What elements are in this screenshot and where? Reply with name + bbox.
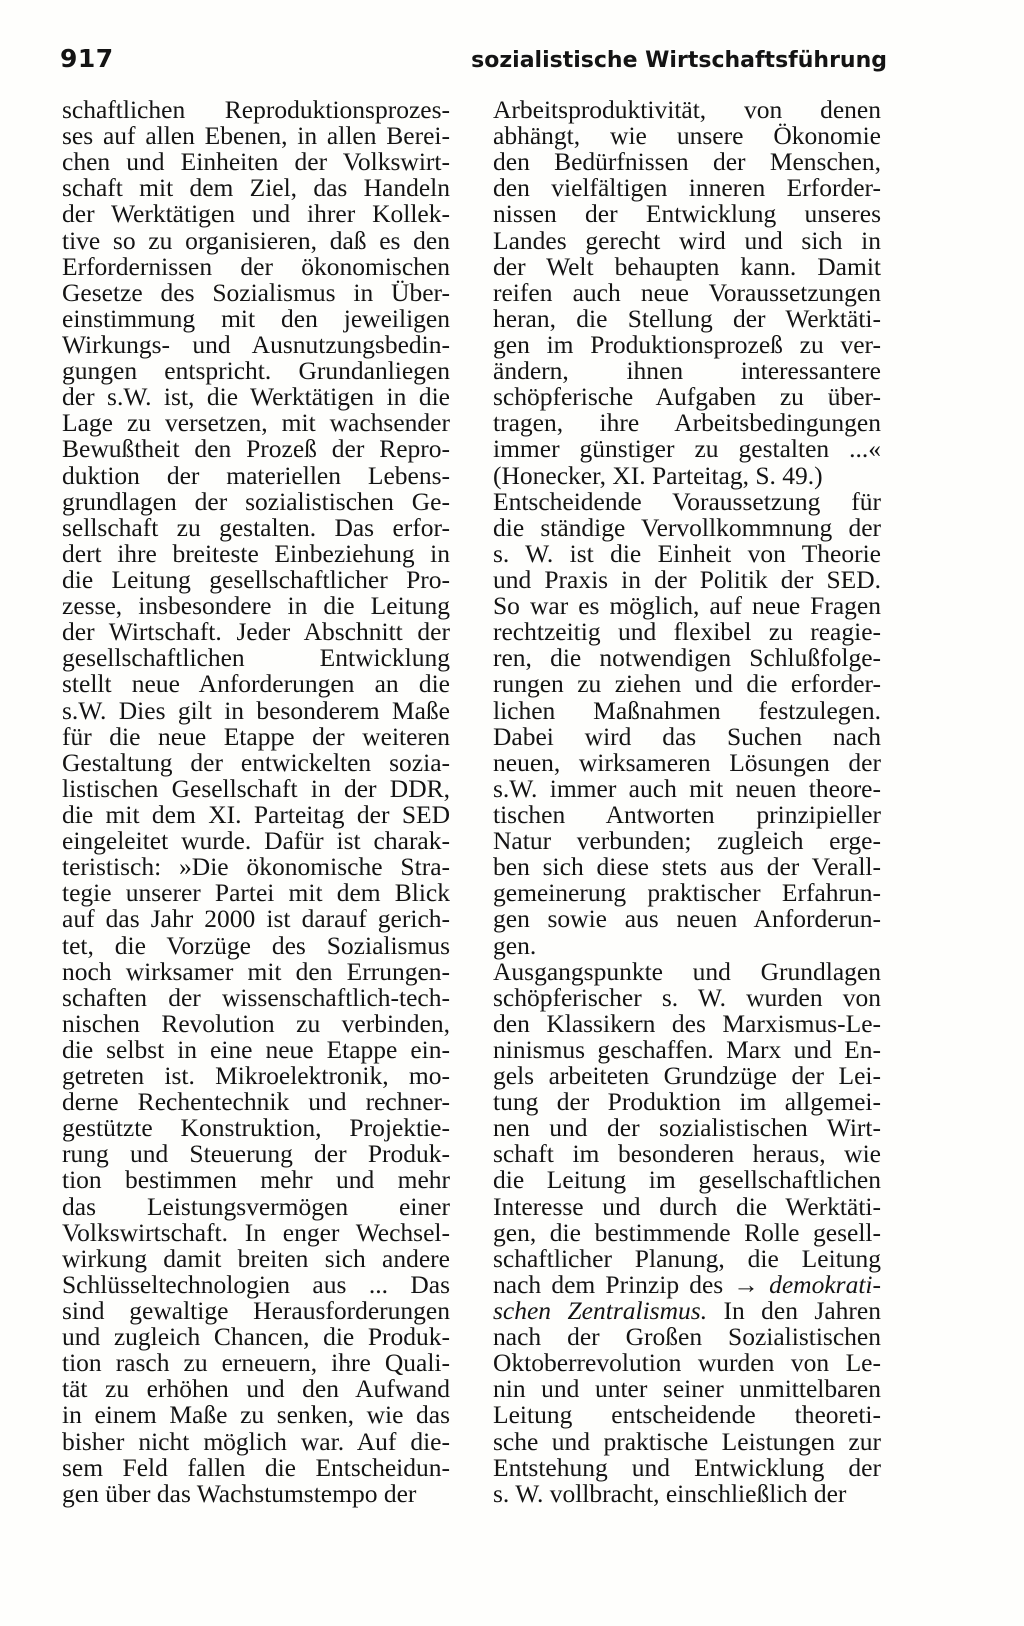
text-line: Schlüsseltechnologien aus ... Das (62, 1269, 450, 1299)
text-line: den Klassikern des Marxismus-Le- (493, 1008, 881, 1038)
text-line: schaft mit dem Ziel, das Handeln (62, 173, 450, 203)
text-line: die ständige Vervollkommnung der (493, 512, 881, 542)
text-line: Oktoberrevolution wurden von Le- (493, 1348, 881, 1378)
text-line: (Honecker, XI. Parteitag, S. 49.) (493, 460, 823, 490)
text-line: Interesse und durch die Werktäti- (493, 1191, 881, 1221)
text-line: tischen Antworten prinzipieller (493, 799, 881, 829)
text-line: bisher nicht möglich war. Auf die- (62, 1426, 450, 1456)
text-line: ändern, ihnen interessantere (493, 356, 881, 386)
text-line: gen, die bestimmende Rolle gesell- (493, 1217, 881, 1247)
text-line: das Leistungsvermögen einer (62, 1191, 450, 1221)
text-line: schen Zentralismus. In den Jahren (493, 1296, 881, 1326)
text-line: tet, die Vorzüge des Sozialismus (62, 930, 450, 960)
text-line: ben sich diese stets aus der Verall- (493, 852, 881, 882)
text-line: Leitung entscheidende theoreti- (493, 1400, 881, 1430)
text-line: tät zu erhöhen und den Aufwand (62, 1374, 450, 1404)
text-line: stellt neue Anforderungen an die (62, 669, 450, 699)
text-line: getreten ist. Mikroelektronik, mo- (62, 1061, 450, 1091)
text-line: tragen, ihre Arbeitsbedingungen (493, 408, 881, 438)
text-line: wirkung damit breiten sich andere (62, 1243, 450, 1273)
right-text-column (493, 97, 881, 1507)
text-line: ninismus geschaffen. Marx und En- (493, 1034, 881, 1064)
text-line: ren, die notwendigen Schlußfolge- (493, 643, 881, 673)
text-line: schaft im besonderen heraus, wie (493, 1139, 881, 1169)
text-line: schaftlichen Reproduktionsprozes- (62, 95, 450, 124)
text-line: und Praxis in der Politik der SED. (493, 564, 881, 594)
text-line: Gesetze des Sozialismus in Über- (62, 277, 450, 307)
text-line: reifen auch neue Voraussetzungen (493, 277, 881, 307)
text-line: die selbst in eine neue Etappe ein- (62, 1034, 450, 1064)
text-line: die mit dem XI. Parteitag der SED (62, 799, 450, 829)
text-line: rechtzeitig und flexibel zu reagie- (493, 617, 881, 647)
text-line: dert ihre breiteste Einbeziehung in (62, 538, 450, 568)
text-line: immer günstiger zu gestalten ...« (493, 434, 881, 464)
text-line: schaften der wissenschaftlich-tech- (62, 982, 450, 1012)
running-head: sozialistische Wirtschaftsführung (471, 48, 887, 73)
text-line: nissen der Entwicklung unseres (493, 199, 881, 229)
text-line: So war es möglich, auf neue Fragen (493, 591, 881, 621)
text-line: tung der Produktion im allgemei- (493, 1087, 881, 1117)
text-line: lichen Maßnahmen festzulegen. (493, 695, 881, 725)
text-line: der Werktätigen und ihrer Kollek- (62, 199, 450, 229)
text-line: sellschaft zu gestalten. Das erfor- (62, 512, 450, 542)
text-line: neuen, wirksameren Lösungen der (493, 747, 881, 777)
text-line: rung und Steuerung der Produk- (62, 1139, 450, 1169)
text-line: nach dem Prinzip des → demokrati- (493, 1269, 881, 1299)
text-line: s.W. Dies gilt in besonderem Maße (62, 695, 450, 725)
text-line: chen und Einheiten der Volkswirt- (62, 147, 450, 177)
text-line: nin und unter seiner unmittelbaren (493, 1374, 881, 1404)
text-line: nischen Revolution zu verbinden, (62, 1008, 450, 1038)
text-line: heran, die Stellung der Werktäti- (493, 303, 881, 333)
text-line: tion bestimmen mehr und mehr (62, 1165, 450, 1195)
text-line: noch wirksamer mit den Errungen- (62, 956, 450, 986)
text-line: zesse, insbesondere in die Leitung (62, 591, 450, 621)
text-line: schöpferische Aufgaben zu über- (493, 382, 881, 412)
text-line: schaftlicher Planung, die Leitung (493, 1243, 881, 1273)
left-text-column (62, 97, 450, 1507)
text-line: gemeinerung praktischer Erfahrun- (493, 878, 881, 908)
text-line: Gestaltung der entwickelten sozia- (62, 747, 450, 777)
text-line: den vielfältigen inneren Erforder- (493, 173, 881, 203)
text-line: und zugleich Chancen, die Produk- (62, 1322, 450, 1352)
text-line: Erfordernissen der ökonomischen (62, 251, 450, 281)
text-line: die Leitung gesellschaftlicher Pro- (62, 564, 450, 594)
text-line: die Leitung im gesellschaftlichen (493, 1165, 881, 1195)
text-line: sem Feld fallen die Entscheidun- (62, 1452, 450, 1482)
text-line: s. W. vollbracht, einschließlich der (493, 1478, 847, 1508)
text-line: nach der Großen Sozialistischen (493, 1322, 881, 1352)
text-line: Wirkungs- und Ausnutzungsbedin- (62, 329, 450, 359)
text-line: gen sowie aus neuen Anforderun- (493, 904, 881, 934)
text-line: der Welt behaupten kann. Damit (493, 251, 881, 281)
text-line: s. W. ist die Einheit von Theorie (493, 538, 881, 568)
text-line: tion rasch zu erneuern, ihre Quali- (62, 1348, 450, 1378)
text-line: s.W. immer auch mit neuen theore- (493, 773, 881, 803)
text-line: gungen entspricht. Grundanliegen (62, 356, 450, 386)
text-line: der Wirtschaft. Jeder Abschnitt der (62, 617, 450, 647)
text-line: abhängt, wie unsere Ökonomie (493, 121, 881, 151)
text-line: gels arbeiteten Grundzüge der Lei- (493, 1061, 881, 1091)
text-line: duktion der materiellen Lebens- (62, 460, 450, 490)
text-line: ses auf allen Ebenen, in allen Berei- (62, 121, 450, 151)
text-line: gen im Produktionsprozeß zu ver- (493, 329, 881, 359)
text-line: listischen Gesellschaft in der DDR, (62, 773, 450, 803)
text-line: gen. (493, 930, 537, 960)
text-line: Ausgangspunkte und Grundlagen (493, 956, 881, 986)
text-line: Lage zu versetzen, mit wachsender (62, 408, 450, 438)
text-line: Natur verbunden; zugleich erge- (493, 826, 881, 856)
text-line: gen über das Wachstumstempo der (62, 1478, 417, 1508)
text-line: derne Rechentechnik und rechner- (62, 1087, 450, 1117)
text-line: tegie unserer Partei mit dem Blick (62, 878, 450, 908)
text-line: grundlagen der sozialistischen Ge- (62, 486, 450, 516)
text-line: in einem Maße zu senken, wie das (62, 1400, 450, 1430)
text-line: den Bedürfnissen der Menschen, (493, 147, 881, 177)
text-line: teristisch: »Die ökonomische Stra- (62, 852, 450, 882)
page-number: 917 (60, 44, 114, 73)
text-line: nen und der sozialistischen Wirt- (493, 1113, 881, 1143)
text-line: Entscheidende Voraussetzung für (493, 486, 881, 516)
text-line: Landes gerecht wird und sich in (493, 225, 881, 255)
text-line: Arbeitsproduktivität, von denen (493, 95, 881, 124)
text-line: schöpferischer s. W. wurden von (493, 982, 881, 1012)
text-line: gesellschaftlichen Entwicklung (62, 643, 450, 673)
text-line: sche und praktische Leistungen zur (493, 1426, 881, 1456)
text-line: auf das Jahr 2000 ist darauf gerich- (62, 904, 450, 934)
text-line: Bewußtheit den Prozeß der Repro- (62, 434, 450, 464)
page-header (60, 44, 887, 84)
text-line: Volkswirtschaft. In enger Wechsel- (62, 1217, 450, 1247)
text-line: sind gewaltige Herausforderungen (62, 1296, 450, 1326)
text-line: für die neue Etappe der weiteren (62, 721, 450, 751)
text-line: Dabei wird das Suchen nach (493, 721, 881, 751)
text-line: Entstehung und Entwicklung der (493, 1452, 881, 1482)
text-line: einstimmung mit den jeweiligen (62, 303, 450, 333)
text-line: der s.W. ist, die Werktätigen in die (62, 382, 450, 412)
text-line: tive so zu organisieren, daß es den (62, 225, 450, 255)
text-line: gestützte Konstruktion, Projektie- (62, 1113, 450, 1143)
text-line: eingeleitet wurde. Dafür ist charak- (62, 826, 450, 856)
text-line: rungen zu ziehen und die erforder- (493, 669, 881, 699)
